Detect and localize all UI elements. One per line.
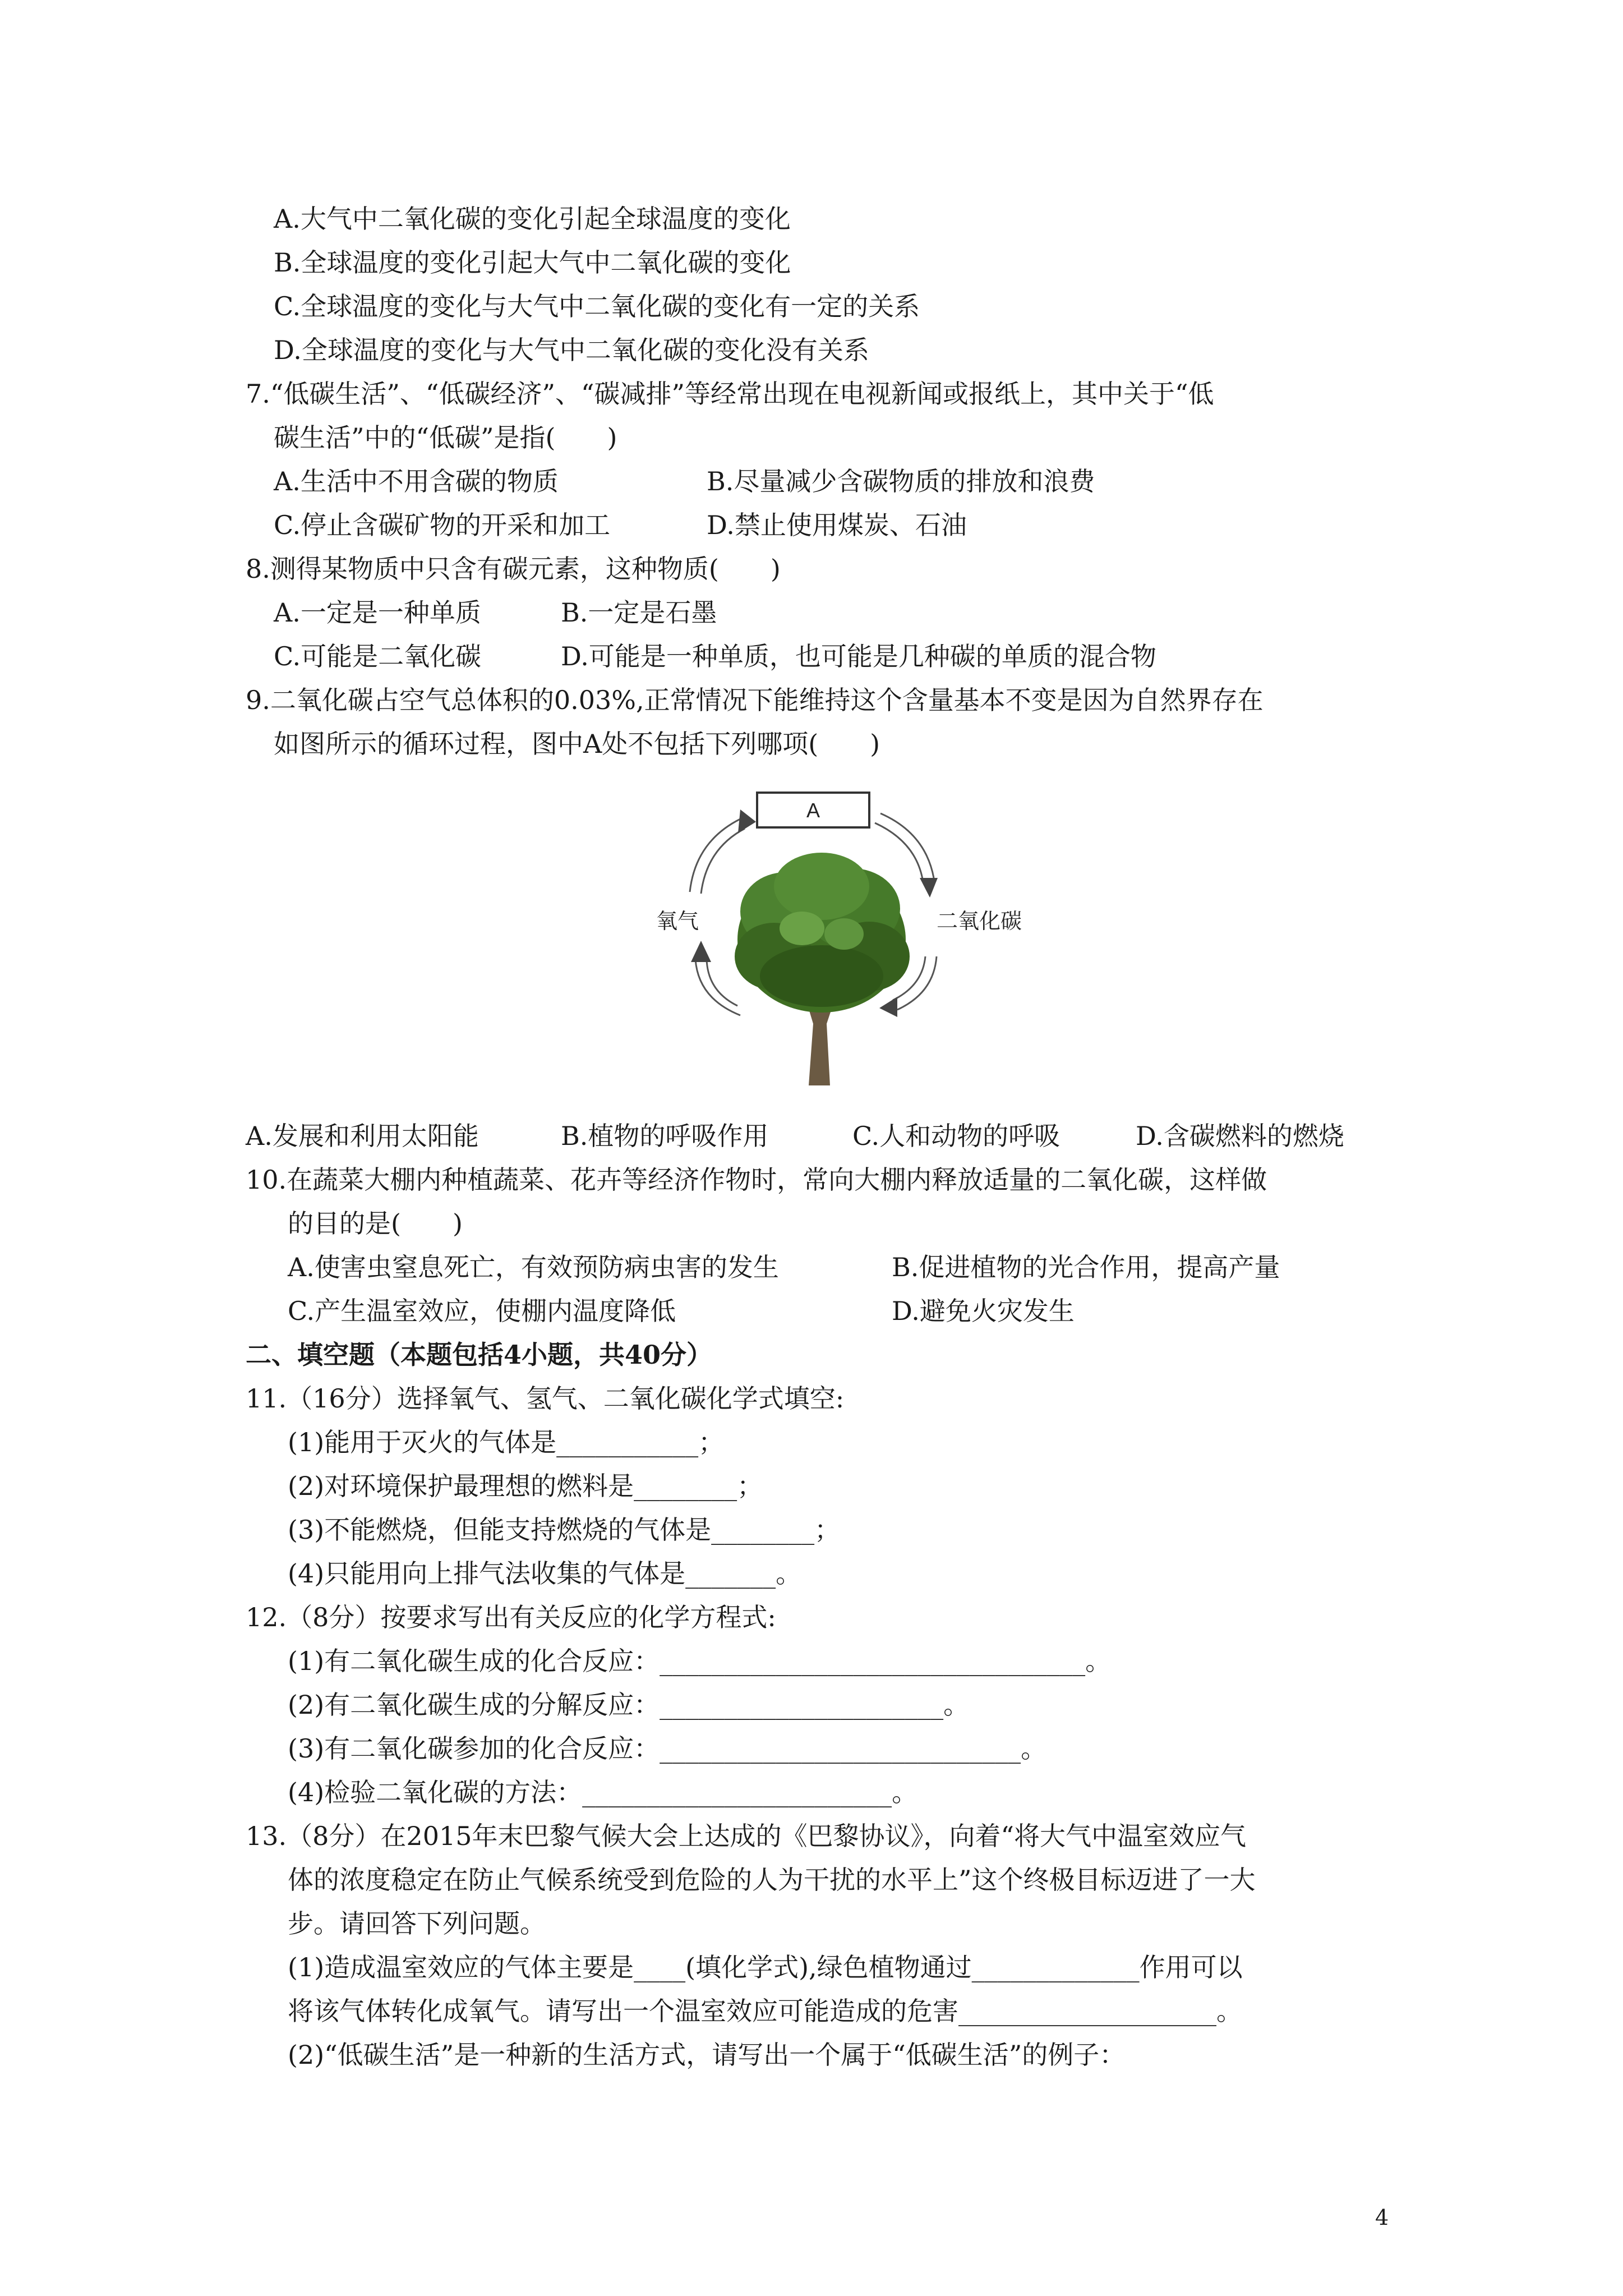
q12-part-2: (2)有二氧化碳生成的分解反应：______________________。 [288, 1690, 970, 1720]
q10-option-c: C.产生温室效应，使棚内温度降低 [288, 1296, 676, 1326]
q10-option-a: A.使害虫窒息死亡，有效预防病虫害的发生 [288, 1252, 779, 1282]
q6-option-b: B.全球温度的变化引起大气中二氧化碳的变化 [274, 247, 791, 278]
q7-stem-line1: 7.“低碳生活”、“低碳经济”、“碳减排”等经常出现在电视新闻或报纸上，其中关于“低 [246, 379, 1214, 409]
q13-part-1-line2: 将该气体转化成氧气。请写出一个温室效应可能造成的危害____________________。 [288, 1996, 1242, 2026]
q8-stem: 8.测得某物质中只含有碳元素，这种物质( ) [246, 554, 781, 584]
figure-label-oxygen: 氧气 [656, 910, 699, 933]
q11-part-4: (4)只能用向上排气法收集的气体是_______。 [288, 1558, 802, 1589]
arrow-head-top-left [738, 809, 756, 833]
q12-part-1: (1)有二氧化碳生成的化合反应：_________________________________。 [288, 1646, 1112, 1676]
q9-stem-line2: 如图所示的循环过程，图中A处不包括下列哪项( ) [274, 729, 880, 759]
arrow-head-bottom-left [691, 941, 711, 962]
q11-part-2: (2)对环境保护最理想的燃料是________； [288, 1471, 763, 1501]
q8-option-a: A.一定是一种单质 [274, 597, 481, 628]
q13-part-1-line1: (1)造成温室效应的气体主要是____(填化学式),绿色植物通过_____________作用可以 [288, 1952, 1243, 1982]
figure-label-carbon-dioxide: 二氧化碳 [937, 910, 1022, 933]
q9-option-b: B.植物的呼吸作用 [561, 1121, 769, 1151]
q8-option-b: B.一定是石墨 [561, 597, 717, 628]
figure-box-a-label: A [806, 799, 820, 822]
q11-stem: 11.（16分）选择氧气、氢气、二氧化碳化学式填空: [246, 1383, 845, 1414]
q10-stem-line1: 10.在蔬菜大棚内种植蔬菜、花卉等经济作物时，常向大棚内释放适量的二氧化碳，这样做 [246, 1165, 1267, 1195]
q7-option-c: C.停止含碳矿物的开采和加工 [274, 510, 611, 540]
q13-part-2: (2)“低碳生活”是一种新的生活方式，请写出一个属于“低碳生活”的例子： [288, 2040, 1126, 2070]
q10-stem-line2: 的目的是( ) [288, 1208, 463, 1239]
q9-option-a: A.发展和利用太阳能 [246, 1121, 479, 1151]
q9-option-d: D.含碳燃料的燃烧 [1136, 1121, 1344, 1151]
q12-part-3: (3)有二氧化碳参加的化合反应：____________________________。 [288, 1733, 1047, 1764]
q9-option-c: C.人和动物的呼吸 [852, 1121, 1061, 1151]
q7-option-b: B.尽量减少含碳物质的排放和浪费 [707, 466, 1095, 496]
q8-option-c: C.可能是二氧化碳 [274, 641, 482, 671]
page-number: 4 [1375, 2205, 1389, 2230]
q7-option-d: D.禁止使用煤炭、石油 [707, 510, 967, 540]
q13-stem-line2: 体的浓度稳定在防止气候系统受到危险的人为干扰的水平上”这个终极目标迈进了一大 [288, 1865, 1256, 1895]
q11-part-1: (1)能用于灭火的气体是___________； [288, 1427, 725, 1457]
q10-option-b: B.促进植物的光合作用，提高产量 [892, 1252, 1280, 1282]
q8-option-d: D.可能是一种单质，也可能是几种碳的单质的混合物 [561, 641, 1156, 671]
section-heading: 二、填空题（本题包括4小题，共40分） [246, 1340, 713, 1370]
arrow-head-bottom-right [879, 997, 897, 1017]
q6-option-d: D.全球温度的变化与大气中二氧化碳的变化没有关系 [274, 335, 869, 365]
q12-stem: 12.（8分）按要求写出有关反应的化学方程式: [246, 1602, 776, 1632]
q6-option-c: C.全球温度的变化与大气中二氧化碳的变化有一定的关系 [274, 291, 920, 321]
q11-part-3: (3)不能燃烧，但能支持燃烧的气体是________； [288, 1515, 841, 1545]
q9-stem-line1: 9.二氧化碳占空气总体积的0.03%,正常情况下能维持这个含量基本不变是因为自然界存在 [246, 685, 1264, 715]
q7-option-a: A.生活中不用含碳的物质 [274, 466, 559, 496]
q13-stem-line1: 13.（8分）在2015年末巴黎气候大会上达成的《巴黎协议》，向着“将大气中温室效应气 [246, 1821, 1247, 1851]
arrow-head-top-right [920, 878, 938, 898]
tree-image [735, 853, 910, 1085]
carbon-cycle-figure [656, 788, 1022, 1102]
q6-option-a: A.大气中二氧化碳的变化引起全球温度的变化 [274, 204, 791, 234]
q13-stem-line3: 步。请回答下列问题。 [288, 1908, 546, 1939]
q12-part-4: (4)检验二氧化碳的方法：________________________。 [288, 1777, 918, 1807]
q10-option-d: D.避免火灾发生 [892, 1296, 1075, 1326]
q7-stem-line2: 碳生活”中的“低碳”是指( ) [274, 422, 617, 453]
